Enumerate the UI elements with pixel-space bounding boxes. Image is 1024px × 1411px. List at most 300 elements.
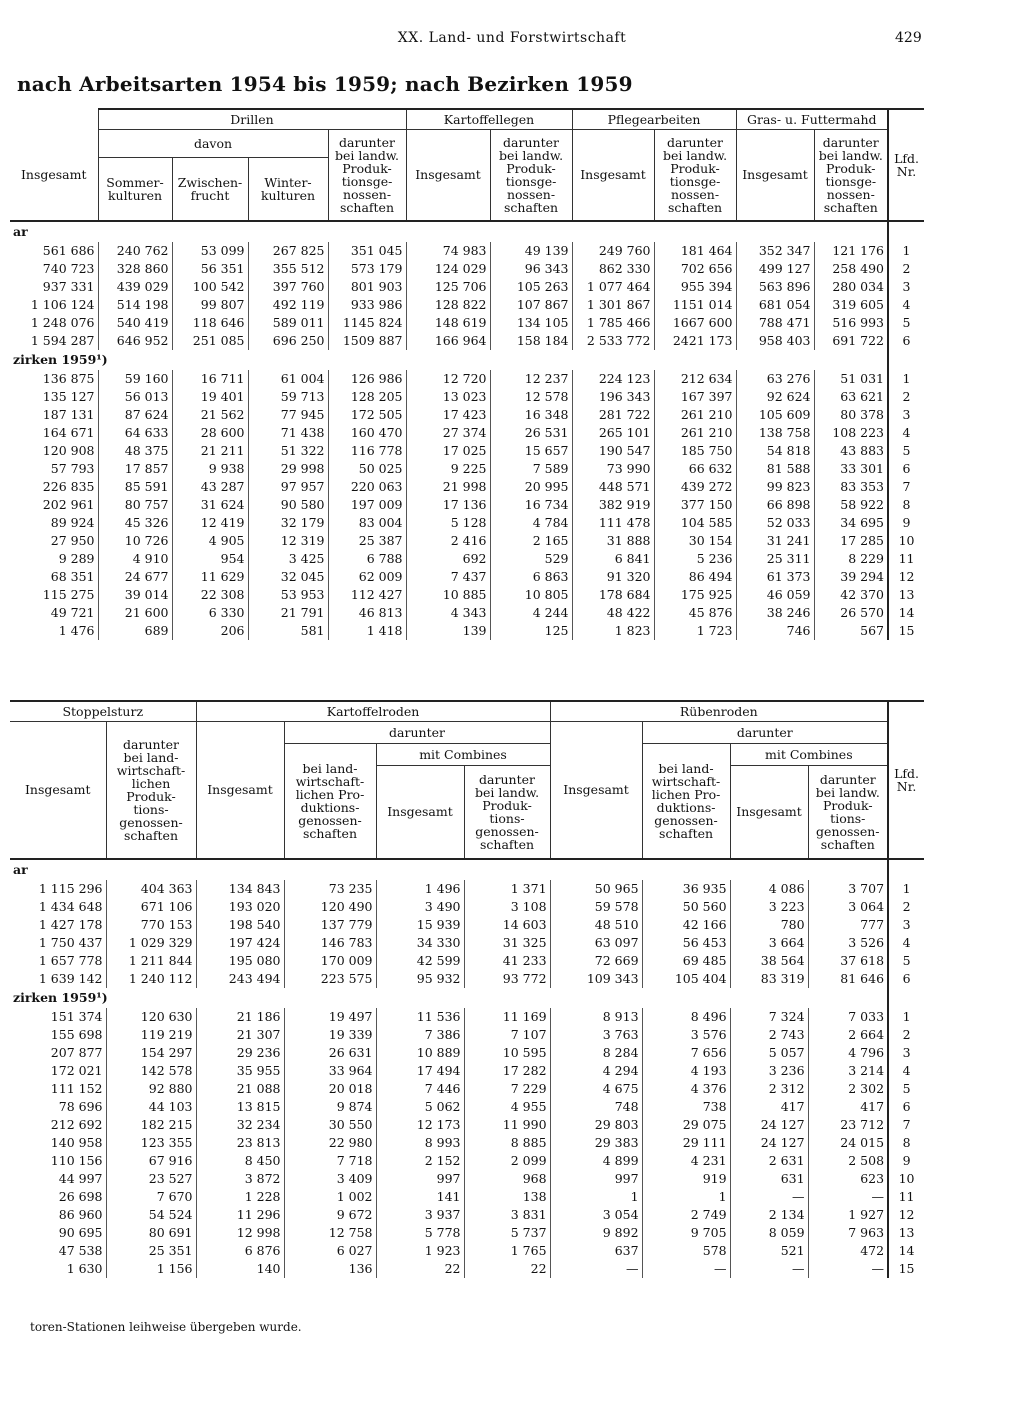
table-cell: 8 496	[642, 1008, 730, 1026]
row-number: 3	[888, 1044, 924, 1062]
table-cell: 7 386	[376, 1026, 464, 1044]
lfd-spacer	[888, 350, 924, 370]
row-number: 12	[888, 568, 924, 586]
table-cell: 740 723	[42, 261, 95, 276]
row-number: 5	[888, 314, 924, 332]
header-kartoffellegen: Kartoffellegen	[406, 109, 572, 129]
table-cell: 45 326	[98, 514, 172, 532]
table-cell: 100 542	[172, 278, 248, 296]
table-cell: 80 378	[814, 406, 888, 424]
table-cell: 563 896	[736, 278, 814, 296]
header-mahd-darunter-lpg: darunter bei landw. Produk- tionsge- nossen- schaften	[814, 129, 888, 221]
table-cell: 516 993	[814, 314, 888, 332]
row-number: 9	[888, 514, 924, 532]
table-cell: 29 111	[642, 1134, 730, 1152]
table-stoppelsturz-kartoffelroden-rubenroden	[10, 700, 924, 1278]
table-cell: 72 669	[550, 952, 642, 970]
table-cell: 19 497	[284, 1008, 376, 1026]
table-row	[10, 1260, 924, 1278]
table-cell: 104 585	[654, 514, 736, 532]
table-row	[10, 388, 924, 406]
table-cell: 87 624	[98, 406, 172, 424]
table-cell: 3 425	[248, 550, 328, 568]
table-cell: 397 760	[248, 278, 328, 296]
table-cell: 1151 014	[654, 296, 736, 314]
table-cell: 3 108	[464, 898, 550, 916]
table-cell: 42 370	[814, 586, 888, 604]
table-cell: 1 630	[66, 1261, 103, 1276]
table-cell: 175 925	[654, 586, 736, 604]
row-number: 4	[888, 296, 924, 314]
table-cell: 8 450	[196, 1152, 284, 1170]
table-cell: 4 675	[550, 1080, 642, 1098]
table-cell: 1 002	[284, 1188, 376, 1206]
header-sommerkulturen: Sommer- kulturen	[98, 157, 172, 221]
table-cell: 8 993	[376, 1134, 464, 1152]
table-cell: 195 080	[196, 952, 284, 970]
table-cell: 319 605	[814, 296, 888, 314]
table-cell: 9 225	[406, 460, 490, 478]
table-cell: 59 713	[248, 388, 328, 406]
table-cell: 118 646	[172, 314, 248, 332]
table-row	[10, 314, 924, 332]
table-cell: 73 235	[284, 880, 376, 898]
table-row	[10, 1080, 924, 1098]
table-cell: 197 424	[196, 934, 284, 952]
table-cell: 52 033	[736, 514, 814, 532]
table-row	[10, 586, 924, 604]
table-cell: 3 763	[550, 1026, 642, 1044]
section-header	[10, 221, 924, 242]
table-row	[10, 260, 924, 278]
table-cell: 109 343	[550, 970, 642, 988]
table-cell: 167 397	[654, 388, 736, 406]
table-cell: 249 760	[572, 242, 654, 260]
table-cell: 10 595	[464, 1044, 550, 1062]
table-cell: 33 301	[814, 460, 888, 478]
table-cell: 220 063	[328, 478, 406, 496]
table-cell: 8 229	[814, 550, 888, 568]
table-cell: 4 955	[464, 1098, 550, 1116]
table-cell: 240 762	[98, 242, 172, 260]
table-cell: 11 629	[172, 568, 248, 586]
table-cell: 7 229	[464, 1080, 550, 1098]
row-number: 6	[888, 1098, 924, 1116]
header-stoppelsturz: Stoppelsturz	[10, 701, 196, 721]
table-cell: 681 054	[736, 296, 814, 314]
table-row	[10, 970, 924, 988]
table-cell: 81 588	[736, 460, 814, 478]
table-cell: 788 471	[736, 314, 814, 332]
table-cell: 93 772	[464, 970, 550, 988]
table-cell: 561 686	[42, 243, 95, 258]
table-cell: 17 857	[98, 460, 172, 478]
table-cell: 63 276	[736, 370, 814, 388]
table-cell: 97 957	[248, 478, 328, 496]
table-cell: 3 707	[808, 880, 888, 898]
table-cell: 6 027	[284, 1242, 376, 1260]
table-cell: —	[730, 1188, 808, 1206]
table-cell: 7 033	[808, 1008, 888, 1026]
table-cell: 13 815	[196, 1098, 284, 1116]
header-rroden-insgesamt: Insgesamt	[550, 721, 642, 859]
header-stoppel-darunter-lpg: darunter bei land- wirtschaft- lichen Produk- tions- genossen- schaften	[106, 721, 196, 859]
table-cell: 63 621	[814, 388, 888, 406]
section-label: ar	[10, 859, 888, 880]
row-number: 6	[888, 460, 924, 478]
table-cell: 12 319	[248, 532, 328, 550]
table-cell: 1 418	[328, 622, 406, 640]
table-cell: 997	[550, 1170, 642, 1188]
table-cell: 1 765	[464, 1242, 550, 1260]
section-header	[10, 350, 924, 370]
table-cell: 514 198	[98, 296, 172, 314]
table-cell: 22 980	[284, 1134, 376, 1152]
row-number: 7	[888, 1116, 924, 1134]
table-cell: 31 624	[172, 496, 248, 514]
table-cell: 265 101	[572, 424, 654, 442]
table-cell: 1 240 112	[106, 970, 196, 988]
table-cell: 31 325	[464, 934, 550, 952]
table-cell: 10 885	[406, 586, 490, 604]
header-rubenroden: Rübenroden	[550, 701, 888, 721]
row-number: 9	[888, 1152, 924, 1170]
table-cell: 81 646	[808, 970, 888, 988]
row-number: 11	[888, 1188, 924, 1206]
table-cell: 19 339	[284, 1026, 376, 1044]
table-cell: 226 835	[42, 479, 95, 494]
table-cell: 39 014	[98, 586, 172, 604]
table-cell: 23 527	[106, 1170, 196, 1188]
table-cell: 12 720	[406, 370, 490, 388]
table-cell: 1 823	[572, 622, 654, 640]
table-cell: 170 009	[284, 952, 376, 970]
table-cell: 328 860	[98, 260, 172, 278]
table-cell: 22	[464, 1260, 550, 1278]
table-cell: 139	[406, 622, 490, 640]
table-cell: 1145 824	[328, 314, 406, 332]
table-cell: 1 248 076	[30, 315, 95, 330]
table-cell: 151 374	[50, 1009, 103, 1024]
table-cell: 748	[550, 1098, 642, 1116]
table-cell: 9 892	[550, 1224, 642, 1242]
table-cell: 47 538	[58, 1243, 103, 1258]
table-cell: 1 750 437	[38, 935, 103, 950]
row-number: 4	[888, 424, 924, 442]
table-cell: 2 749	[642, 1206, 730, 1224]
table-cell: 49 721	[50, 605, 95, 620]
header-drillen: Drillen	[98, 109, 406, 129]
footnote: toren-Stationen leihweise übergeben wurde.	[30, 1320, 302, 1334]
table-row	[10, 406, 924, 424]
table-cell: 83 319	[730, 970, 808, 988]
table-cell: 377 150	[654, 496, 736, 514]
table-row	[10, 934, 924, 952]
table-cell: 4 376	[642, 1080, 730, 1098]
table-cell: 128 205	[328, 388, 406, 406]
table-cell: 89 924	[50, 515, 95, 530]
table-cell: 15 657	[490, 442, 572, 460]
table-cell: 3 831	[464, 1206, 550, 1224]
table-cell: 12 578	[490, 388, 572, 406]
table-cell: 5 057	[730, 1044, 808, 1062]
table-cell: 5 737	[464, 1224, 550, 1242]
table-cell: 2 631	[730, 1152, 808, 1170]
table-cell: 3 223	[730, 898, 808, 916]
table-cell: 933 986	[328, 296, 406, 314]
table-cell: 267 825	[248, 242, 328, 260]
table-cell: 1 115 296	[38, 881, 103, 896]
table-cell: 30 154	[654, 532, 736, 550]
table-cell: 48 510	[550, 916, 642, 934]
table-cell: 20 995	[490, 478, 572, 496]
table-cell: 66 632	[654, 460, 736, 478]
table-cell: 738	[642, 1098, 730, 1116]
table-cell: 223 575	[284, 970, 376, 988]
table-cell: 181 464	[654, 242, 736, 260]
header-rroden-combines-insgesamt: Insgesamt	[730, 765, 808, 859]
table-cell: 1 657 778	[38, 953, 103, 968]
table-cell: 20 018	[284, 1080, 376, 1098]
table-cell: 5 062	[376, 1098, 464, 1116]
table-cell: 63 097	[550, 934, 642, 952]
header-lfd-nr-2: Lfd. Nr.	[888, 701, 924, 859]
table-cell: 2 312	[730, 1080, 808, 1098]
header-pflege-insgesamt: Insgesamt	[572, 129, 654, 221]
table-cell: 128 822	[406, 296, 490, 314]
table-cell: 190 547	[572, 442, 654, 460]
table-cell: 138 758	[736, 424, 814, 442]
table-cell: 258 490	[814, 260, 888, 278]
table-cell: 92 624	[736, 388, 814, 406]
table-cell: 1 156	[106, 1260, 196, 1278]
table-row	[10, 496, 924, 514]
table-cell: 31 241	[736, 532, 814, 550]
row-number: 15	[888, 1260, 924, 1278]
table-cell: 90 695	[58, 1225, 103, 1240]
table-cell: 48 375	[98, 442, 172, 460]
table-cell: 9 289	[58, 551, 95, 566]
table-cell: 417	[808, 1098, 888, 1116]
table-cell: 48 422	[572, 604, 654, 622]
header-kroden-mit-combines: mit Combines	[376, 743, 550, 765]
row-number: 4	[888, 934, 924, 952]
header-kartoffelroden: Kartoffelroden	[196, 701, 550, 721]
table-cell: 73 990	[572, 460, 654, 478]
table-cell: 958 403	[736, 332, 814, 350]
table-cell: 4 231	[642, 1152, 730, 1170]
table-cell: 141	[376, 1188, 464, 1206]
table-cell: 7 718	[284, 1152, 376, 1170]
table-cell: 2 165	[490, 532, 572, 550]
row-number: 1	[888, 880, 924, 898]
table-cell: 53 953	[248, 586, 328, 604]
table-cell: 38 564	[730, 952, 808, 970]
table-cell: 23 712	[808, 1116, 888, 1134]
table-cell: 146 783	[284, 934, 376, 952]
table-cell: 29 075	[642, 1116, 730, 1134]
section-header	[10, 859, 924, 880]
table-cell: 187 131	[42, 407, 95, 422]
table-row	[10, 1152, 924, 1170]
table-cell: 1 723	[654, 622, 736, 640]
table-row	[10, 952, 924, 970]
table-cell: 578	[642, 1242, 730, 1260]
table-cell: 11 990	[464, 1116, 550, 1134]
table-cell: 24 015	[808, 1134, 888, 1152]
row-number: 15	[888, 622, 924, 640]
table-cell: 66 898	[736, 496, 814, 514]
table-cell: 251 085	[172, 332, 248, 350]
header-pflege-darunter-lpg: darunter bei landw. Produk- tionsge- nossen- schaften	[654, 129, 736, 221]
table-row	[10, 424, 924, 442]
table-cell: 21 998	[406, 478, 490, 496]
table-row	[10, 568, 924, 586]
table-cell: 83 353	[814, 478, 888, 496]
table-cell: 110 156	[50, 1153, 103, 1168]
table-cell: 3 872	[196, 1170, 284, 1188]
table-cell: 631	[730, 1170, 808, 1188]
table-cell: 77 945	[248, 406, 328, 424]
table-cell: 136	[284, 1260, 376, 1278]
table-cell: 26 570	[814, 604, 888, 622]
table-cell: 44 997	[58, 1171, 103, 1186]
table-cell: 28 600	[172, 424, 248, 442]
table-cell: 9 705	[642, 1224, 730, 1242]
table-cell: 955 394	[654, 278, 736, 296]
row-number: 2	[888, 1026, 924, 1044]
header-rroden-bei-lpg: bei land- wirtschaft- lichen Pro- duktions- genossen- schaften	[642, 743, 730, 859]
table-cell: 107 867	[490, 296, 572, 314]
table-row	[10, 622, 924, 640]
table-cell: 2 302	[808, 1080, 888, 1098]
table-cell: 172 021	[50, 1063, 103, 1078]
table-cell: 85 591	[98, 478, 172, 496]
table-cell: 91 320	[572, 568, 654, 586]
table-cell: 30 550	[284, 1116, 376, 1134]
table-cell: 3 409	[284, 1170, 376, 1188]
table-cell: 16 348	[490, 406, 572, 424]
table-cell: 68 351	[50, 569, 95, 584]
table-cell: 24 127	[730, 1134, 808, 1152]
table-cell: 1	[550, 1188, 642, 1206]
lfd-spacer	[888, 859, 924, 880]
row-number: 6	[888, 970, 924, 988]
table-cell: 16 711	[172, 370, 248, 388]
table-cell: 4 784	[490, 514, 572, 532]
header-insgesamt-drillen: Insgesamt	[10, 129, 98, 221]
header-pflegearbeiten: Pflegearbeiten	[572, 109, 736, 129]
table-cell: 997	[376, 1170, 464, 1188]
table-cell: 448 571	[572, 478, 654, 496]
table-row	[10, 1008, 924, 1026]
table-cell: —	[808, 1260, 888, 1278]
table-cell: 86 960	[58, 1207, 103, 1222]
table-cell: 2 099	[464, 1152, 550, 1170]
table-cell: 581	[248, 622, 328, 640]
table-cell: 281 722	[572, 406, 654, 424]
table-cell: 166 964	[406, 332, 490, 350]
table-cell: 36 935	[642, 880, 730, 898]
header-rroden-mit-combines: mit Combines	[730, 743, 888, 765]
row-number: 4	[888, 1062, 924, 1080]
header-kroden-combines-insgesamt: Insgesamt	[376, 765, 464, 859]
table-cell: 968	[464, 1170, 550, 1188]
row-number: 7	[888, 478, 924, 496]
header-zwischenfrucht: Zwischen- frucht	[172, 157, 248, 221]
table-cell: 10 726	[98, 532, 172, 550]
table-cell: 21 088	[196, 1080, 284, 1098]
table-cell: 59 160	[98, 370, 172, 388]
table-cell: —	[808, 1188, 888, 1206]
table-cell: —	[642, 1260, 730, 1278]
table-row	[10, 1062, 924, 1080]
table-cell: 120 630	[106, 1008, 196, 1026]
table-cell: 1 106 124	[30, 297, 95, 312]
table-cell: 573 179	[328, 260, 406, 278]
table-cell: 529	[490, 550, 572, 568]
table-cell: 56 351	[172, 260, 248, 278]
table-cell: 4 294	[550, 1062, 642, 1080]
table-cell: 53 099	[172, 242, 248, 260]
table-cell: 95 932	[376, 970, 464, 988]
table-cell: 1 077 464	[572, 278, 654, 296]
table-cell: 9 938	[172, 460, 248, 478]
table-cell: 49 139	[490, 242, 572, 260]
table-cell: 492 119	[248, 296, 328, 314]
header-kartoffellegen-insgesamt: Insgesamt	[406, 129, 490, 221]
table-cell: 206	[172, 622, 248, 640]
table-row	[10, 1242, 924, 1260]
table-cell: 1 434 648	[38, 899, 103, 914]
table-cell: 637	[550, 1242, 642, 1260]
table-cell: 919	[642, 1170, 730, 1188]
table-cell: 111 152	[50, 1081, 103, 1096]
table-cell: 15 939	[376, 916, 464, 934]
table-row	[10, 1188, 924, 1206]
table-cell: 3 490	[376, 898, 464, 916]
table-cell: 2 152	[376, 1152, 464, 1170]
table-cell: 780	[730, 916, 808, 934]
table-cell: 38 246	[736, 604, 814, 622]
table-cell: 27 950	[50, 533, 95, 548]
table-row	[10, 1026, 924, 1044]
table-cell: 937 331	[42, 279, 95, 294]
table-cell: 2 533 772	[572, 332, 654, 350]
table-cell: 7 656	[642, 1044, 730, 1062]
table-cell: 21 562	[172, 406, 248, 424]
table-cell: 11 169	[464, 1008, 550, 1026]
section-header	[10, 988, 924, 1008]
table-cell: 50 560	[642, 898, 730, 916]
table-cell: 80 757	[98, 496, 172, 514]
table-cell: 4 244	[490, 604, 572, 622]
table-cell: 26 698	[58, 1189, 103, 1204]
table-cell: 59 578	[550, 898, 642, 916]
table-cell: 140	[196, 1260, 284, 1278]
table-cell: 24 127	[730, 1116, 808, 1134]
table-cell: 261 210	[654, 424, 736, 442]
table-cell: 9 672	[284, 1206, 376, 1224]
table-cell: 105 609	[736, 406, 814, 424]
table-cell: 1 029 329	[106, 934, 196, 952]
table-cell: 111 478	[572, 514, 654, 532]
table-cell: 112 427	[328, 586, 406, 604]
table-cell: 21 186	[196, 1008, 284, 1026]
table-cell: 44 103	[106, 1098, 196, 1116]
table-row	[10, 1098, 924, 1116]
table-cell: 42 166	[642, 916, 730, 934]
